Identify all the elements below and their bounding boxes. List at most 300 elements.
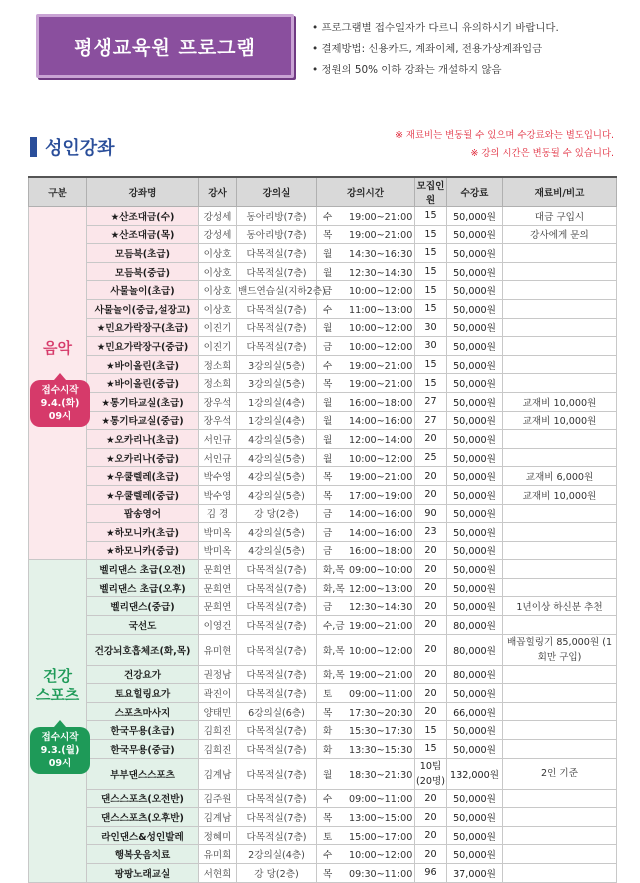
class-hours: 15:30~17:30 bbox=[349, 726, 413, 738]
capacity: 20 bbox=[415, 467, 447, 486]
instructor-name: 문희연 bbox=[199, 578, 237, 597]
instructor-name: 이상호 bbox=[199, 299, 237, 318]
instructor-name: 서현희 bbox=[199, 864, 237, 883]
class-day: 수 bbox=[323, 360, 333, 372]
course-name: ★하모니카(중급) bbox=[87, 541, 199, 560]
class-hours: 09:00~11:00 bbox=[349, 794, 413, 806]
class-time bbox=[317, 721, 415, 740]
tuition-fee: 50,000원 bbox=[447, 721, 503, 740]
class-hours: 19:00~21:00 bbox=[349, 360, 413, 372]
class-day: 금 bbox=[323, 341, 333, 353]
material-note: 교재비 6,000원 bbox=[503, 467, 617, 486]
tuition-fee: 50,000원 bbox=[447, 845, 503, 864]
banner-title: 평생교육원 프로그램 bbox=[74, 36, 256, 59]
class-hours: 12:00~13:00 bbox=[349, 583, 413, 595]
class-time bbox=[317, 740, 415, 759]
class-day: 수 bbox=[323, 304, 333, 316]
category-cell bbox=[29, 560, 87, 882]
class-time bbox=[317, 430, 415, 449]
instructor-name: 박수영 bbox=[199, 485, 237, 504]
capacity: 20 bbox=[415, 597, 447, 616]
room-name: 다목적실(7층) bbox=[237, 826, 317, 845]
class-hours: 10:00~12:00 bbox=[349, 850, 413, 862]
material-note bbox=[503, 789, 617, 808]
table-row bbox=[29, 411, 617, 430]
course-name: 벨리댄스 초급(오전) bbox=[87, 560, 199, 579]
class-time bbox=[317, 318, 415, 337]
instructor-name: 문희연 bbox=[199, 597, 237, 616]
room-name: 다목적실(7층) bbox=[237, 318, 317, 337]
badge-line: 09시 bbox=[48, 411, 72, 423]
class-hours: 14:00~16:00 bbox=[349, 527, 413, 539]
instructor-name: 양태민 bbox=[199, 702, 237, 721]
table-row bbox=[29, 485, 617, 504]
table-row bbox=[29, 541, 617, 560]
disclaimer-item: ※ 재료비는 변동될 수 있으며 수강료와는 별도입니다. bbox=[395, 130, 614, 141]
room-name: 다목적실(7층) bbox=[237, 789, 317, 808]
header-course: 강좌명 bbox=[87, 177, 199, 207]
course-name: ★산조대금(목) bbox=[87, 225, 199, 244]
material-note bbox=[503, 845, 617, 864]
room-name: 3강의실(5층) bbox=[237, 355, 317, 374]
class-day: 금 bbox=[323, 286, 333, 298]
class-time bbox=[317, 845, 415, 864]
class-day: 수,금 bbox=[323, 620, 345, 632]
room-name: 1강의실(4층) bbox=[237, 392, 317, 411]
class-day: 월 bbox=[323, 416, 333, 428]
tuition-fee: 50,000원 bbox=[447, 826, 503, 845]
capacity: 15 bbox=[415, 374, 447, 393]
class-hours: 10:00~12:00 bbox=[349, 645, 413, 657]
class-time bbox=[317, 411, 415, 430]
table-row bbox=[29, 374, 617, 393]
material-note: 배꼽힐링기 85,000원 (1회만 구입) bbox=[503, 634, 617, 665]
room-name: 6강의실(6층) bbox=[237, 702, 317, 721]
material-note: 교재비 10,000원 bbox=[503, 485, 617, 504]
class-time bbox=[317, 578, 415, 597]
tuition-fee: 50,000원 bbox=[447, 207, 503, 226]
course-name: ★바이올린(초급) bbox=[87, 355, 199, 374]
course-name: 모듬북(초급) bbox=[87, 244, 199, 263]
header-category: 구분 bbox=[29, 177, 87, 207]
room-name: 밴드연습실(지하2층) bbox=[237, 281, 317, 300]
instructor-name: 서인규 bbox=[199, 430, 237, 449]
class-time bbox=[317, 374, 415, 393]
tuition-fee: 50,000원 bbox=[447, 430, 503, 449]
disclaimer-list bbox=[395, 127, 614, 163]
class-hours: 10:00~12:00 bbox=[349, 453, 413, 465]
material-note bbox=[503, 262, 617, 281]
class-time bbox=[317, 355, 415, 374]
capacity: 15 bbox=[415, 281, 447, 300]
capacity: 20 bbox=[415, 808, 447, 827]
room-name: 다목적실(7층) bbox=[237, 597, 317, 616]
class-time bbox=[317, 207, 415, 226]
class-hours: 13:30~15:30 bbox=[349, 744, 413, 756]
table-header-row bbox=[29, 177, 617, 207]
tuition-fee: 50,000원 bbox=[447, 485, 503, 504]
category-label: 음악 bbox=[43, 339, 72, 358]
capacity: 15 bbox=[415, 244, 447, 263]
instructor-name: 곽진이 bbox=[199, 684, 237, 703]
class-day: 화,목 bbox=[323, 583, 345, 595]
capacity: 15 bbox=[415, 299, 447, 318]
tuition-fee: 50,000원 bbox=[447, 411, 503, 430]
material-note bbox=[503, 684, 617, 703]
course-name: ★민요가락장구(중급) bbox=[87, 337, 199, 356]
class-day: 화,목 bbox=[323, 670, 345, 682]
material-note: 교재비 10,000원 bbox=[503, 392, 617, 411]
class-day: 토 bbox=[323, 689, 333, 701]
class-day: 화 bbox=[323, 726, 333, 738]
class-day: 목 bbox=[323, 472, 333, 484]
class-time bbox=[317, 634, 415, 665]
tuition-fee: 50,000원 bbox=[447, 578, 503, 597]
section-heading bbox=[30, 134, 115, 160]
header-capacity: 모집인원 bbox=[415, 177, 447, 207]
badge-line: 접수시작 bbox=[41, 385, 79, 397]
capacity: 20 bbox=[415, 789, 447, 808]
class-day: 월 bbox=[323, 434, 333, 446]
course-name: 사물놀이(초급) bbox=[87, 281, 199, 300]
course-name: 부부댄스스포츠 bbox=[87, 758, 199, 789]
room-name: 4강의실(5층) bbox=[237, 523, 317, 542]
tuition-fee: 50,000원 bbox=[447, 374, 503, 393]
badge-line: 9.4.(화) bbox=[40, 398, 80, 410]
class-time bbox=[317, 541, 415, 560]
capacity: 20 bbox=[415, 541, 447, 560]
table-row bbox=[29, 467, 617, 486]
instructor-name: 권정남 bbox=[199, 665, 237, 684]
class-time bbox=[317, 467, 415, 486]
capacity: 15 bbox=[415, 355, 447, 374]
instructor-name: 장우석 bbox=[199, 411, 237, 430]
course-name: 모듬북(중급) bbox=[87, 262, 199, 281]
class-hours: 18:30~21:30 bbox=[349, 769, 413, 781]
class-day: 화,목 bbox=[323, 645, 345, 657]
material-note bbox=[503, 721, 617, 740]
instructor-name: 이상호 bbox=[199, 262, 237, 281]
class-hours: 17:00~19:00 bbox=[349, 490, 413, 502]
class-day: 화,목 bbox=[323, 565, 345, 577]
material-note bbox=[503, 808, 617, 827]
material-note bbox=[503, 337, 617, 356]
capacity: 20 bbox=[415, 485, 447, 504]
course-name: 건강요가 bbox=[87, 665, 199, 684]
capacity: 20 bbox=[415, 578, 447, 597]
class-time bbox=[317, 485, 415, 504]
capacity: 15 bbox=[415, 721, 447, 740]
course-name: ★오카리나(중급) bbox=[87, 448, 199, 467]
instructor-name: 김 경 bbox=[199, 504, 237, 523]
material-note: 강사에게 문의 bbox=[503, 225, 617, 244]
table-row bbox=[29, 702, 617, 721]
room-name: 4강의실(5층) bbox=[237, 541, 317, 560]
class-hours: 12:00~14:00 bbox=[349, 434, 413, 446]
material-note bbox=[503, 318, 617, 337]
class-time bbox=[317, 826, 415, 845]
material-note: 1년이상 하신분 추천 bbox=[503, 597, 617, 616]
registration-start-badge bbox=[30, 380, 90, 427]
course-name: 벨리댄스 초급(오후) bbox=[87, 578, 199, 597]
header-time: 강의시간 bbox=[317, 177, 415, 207]
capacity: 20 bbox=[415, 616, 447, 635]
instructor-name: 김주원 bbox=[199, 789, 237, 808]
class-hours: 10:00~12:00 bbox=[349, 341, 413, 353]
tuition-fee: 50,000원 bbox=[447, 808, 503, 827]
class-hours: 11:00~13:00 bbox=[349, 304, 413, 316]
instructor-name: 정소희 bbox=[199, 374, 237, 393]
class-hours: 19:00~21:00 bbox=[349, 379, 413, 391]
class-time bbox=[317, 684, 415, 703]
class-time bbox=[317, 392, 415, 411]
tuition-fee: 80,000원 bbox=[447, 634, 503, 665]
course-name: 댄스스포츠(오후반) bbox=[87, 808, 199, 827]
capacity: 10팀 (20명) bbox=[415, 758, 447, 789]
table-row bbox=[29, 634, 617, 665]
capacity: 20 bbox=[415, 634, 447, 665]
class-hours: 14:30~16:30 bbox=[349, 248, 413, 260]
material-note bbox=[503, 864, 617, 883]
capacity: 20 bbox=[415, 430, 447, 449]
section-bar-icon bbox=[30, 137, 37, 157]
instructor-name: 문희연 bbox=[199, 560, 237, 579]
room-name: 다목적실(7층) bbox=[237, 337, 317, 356]
table-row bbox=[29, 262, 617, 281]
room-name: 4강의실(5층) bbox=[237, 448, 317, 467]
course-name: 행복웃음치료 bbox=[87, 845, 199, 864]
badge-line: 접수시작 bbox=[41, 732, 79, 744]
tuition-fee: 50,000원 bbox=[447, 448, 503, 467]
class-time bbox=[317, 523, 415, 542]
course-name: 사물놀이(중급,설장고) bbox=[87, 299, 199, 318]
room-name: 강 당(2층) bbox=[237, 504, 317, 523]
capacity: 23 bbox=[415, 523, 447, 542]
instructor-name: 김계남 bbox=[199, 808, 237, 827]
table-row bbox=[29, 578, 617, 597]
course-name: ★우쿨렐레(초급) bbox=[87, 467, 199, 486]
tuition-fee: 50,000원 bbox=[447, 740, 503, 759]
capacity: 30 bbox=[415, 318, 447, 337]
material-note bbox=[503, 578, 617, 597]
class-time bbox=[317, 789, 415, 808]
room-name: 3강의실(5층) bbox=[237, 374, 317, 393]
table-row bbox=[29, 845, 617, 864]
material-note bbox=[503, 244, 617, 263]
table-row bbox=[29, 560, 617, 579]
tuition-fee: 50,000원 bbox=[447, 684, 503, 703]
instructor-name: 이상호 bbox=[199, 281, 237, 300]
room-name: 2강의실(4층) bbox=[237, 845, 317, 864]
capacity: 30 bbox=[415, 337, 447, 356]
header-room: 강의실 bbox=[237, 177, 317, 207]
instructor-name: 유미현 bbox=[199, 634, 237, 665]
room-name: 4강의실(5층) bbox=[237, 467, 317, 486]
tuition-fee: 50,000원 bbox=[447, 467, 503, 486]
class-time bbox=[317, 560, 415, 579]
tuition-fee: 50,000원 bbox=[447, 299, 503, 318]
capacity: 25 bbox=[415, 448, 447, 467]
class-hours: 19:00~21:00 bbox=[349, 620, 413, 632]
notice-list bbox=[312, 18, 632, 81]
header-instructor: 강사 bbox=[199, 177, 237, 207]
course-name: 토요힐링요가 bbox=[87, 684, 199, 703]
class-hours: 09:00~11:00 bbox=[349, 689, 413, 701]
class-hours: 14:00~16:00 bbox=[349, 509, 413, 521]
capacity: 27 bbox=[415, 392, 447, 411]
tuition-fee: 50,000원 bbox=[447, 262, 503, 281]
class-day: 금 bbox=[323, 602, 333, 614]
material-note bbox=[503, 430, 617, 449]
class-hours: 09:30~11:00 bbox=[349, 868, 413, 880]
class-hours: 12:30~14:30 bbox=[349, 267, 413, 279]
notice-item: • 프로그램별 접수일자가 다르니 유의하시기 바랍니다. bbox=[312, 18, 632, 39]
class-time bbox=[317, 225, 415, 244]
capacity: 15 bbox=[415, 225, 447, 244]
class-time bbox=[317, 616, 415, 635]
class-hours: 17:30~20:30 bbox=[349, 707, 413, 719]
class-time bbox=[317, 337, 415, 356]
tuition-fee: 50,000원 bbox=[447, 523, 503, 542]
instructor-name: 장우석 bbox=[199, 392, 237, 411]
class-time bbox=[317, 702, 415, 721]
class-day: 화 bbox=[323, 744, 333, 756]
table-row bbox=[29, 864, 617, 883]
course-name: ★통기타교실(중급) bbox=[87, 411, 199, 430]
class-time bbox=[317, 299, 415, 318]
class-time bbox=[317, 758, 415, 789]
class-day: 월 bbox=[323, 267, 333, 279]
class-day: 금 bbox=[323, 546, 333, 558]
table-row bbox=[29, 318, 617, 337]
table-row bbox=[29, 523, 617, 542]
room-name: 다목적실(7층) bbox=[237, 578, 317, 597]
class-day: 목 bbox=[323, 707, 333, 719]
category-cell bbox=[29, 207, 87, 560]
capacity: 15 bbox=[415, 740, 447, 759]
table-row bbox=[29, 684, 617, 703]
tuition-fee: 80,000원 bbox=[447, 616, 503, 635]
table-row bbox=[29, 808, 617, 827]
instructor-name: 박수영 bbox=[199, 467, 237, 486]
class-hours: 13:00~15:00 bbox=[349, 813, 413, 825]
course-name: 팡팡노래교실 bbox=[87, 864, 199, 883]
class-day: 수 bbox=[323, 211, 333, 223]
course-name: ★오카리나(초급) bbox=[87, 430, 199, 449]
tuition-fee: 50,000원 bbox=[447, 504, 503, 523]
category-label-line: 건강 bbox=[43, 667, 72, 686]
table-row bbox=[29, 430, 617, 449]
class-hours: 19:00~21:00 bbox=[349, 211, 413, 223]
header-note: 재료비/비고 bbox=[503, 177, 617, 207]
table-row bbox=[29, 448, 617, 467]
class-day: 목 bbox=[323, 813, 333, 825]
class-time bbox=[317, 281, 415, 300]
course-name: ★바이올린(중급) bbox=[87, 374, 199, 393]
material-note bbox=[503, 702, 617, 721]
tuition-fee: 50,000원 bbox=[447, 355, 503, 374]
class-day: 목 bbox=[323, 490, 333, 502]
table-row bbox=[29, 740, 617, 759]
class-time bbox=[317, 244, 415, 263]
tuition-fee: 50,000원 bbox=[447, 392, 503, 411]
instructor-name: 김희진 bbox=[199, 740, 237, 759]
material-note: 교재비 10,000원 bbox=[503, 411, 617, 430]
course-name: 국선도 bbox=[87, 616, 199, 635]
class-time bbox=[317, 504, 415, 523]
course-name: 한국무용(중급) bbox=[87, 740, 199, 759]
material-note bbox=[503, 560, 617, 579]
class-hours: 09:00~10:00 bbox=[349, 565, 413, 577]
class-time bbox=[317, 597, 415, 616]
course-name: ★산조대금(수) bbox=[87, 207, 199, 226]
material-note bbox=[503, 281, 617, 300]
class-hours: 19:00~21:00 bbox=[349, 230, 413, 242]
room-name: 다목적실(7층) bbox=[237, 244, 317, 263]
room-name: 다목적실(7층) bbox=[237, 758, 317, 789]
instructor-name: 서인규 bbox=[199, 448, 237, 467]
tuition-fee: 50,000원 bbox=[447, 318, 503, 337]
instructor-name: 이진기 bbox=[199, 318, 237, 337]
instructor-name: 김계남 bbox=[199, 758, 237, 789]
table-row bbox=[29, 789, 617, 808]
tuition-fee: 50,000원 bbox=[447, 789, 503, 808]
room-name: 다목적실(7층) bbox=[237, 808, 317, 827]
material-note: 대금 구입시 bbox=[503, 207, 617, 226]
category-label bbox=[30, 667, 85, 705]
course-name: ★우쿨렐레(중급) bbox=[87, 485, 199, 504]
class-day: 목 bbox=[323, 868, 333, 880]
material-note bbox=[503, 299, 617, 318]
course-table bbox=[28, 176, 617, 883]
table-row bbox=[29, 244, 617, 263]
table-row bbox=[29, 597, 617, 616]
table-row bbox=[29, 281, 617, 300]
class-hours: 15:00~17:00 bbox=[349, 831, 413, 843]
material-note bbox=[503, 355, 617, 374]
class-day: 월 bbox=[323, 769, 333, 781]
class-time bbox=[317, 808, 415, 827]
material-note bbox=[503, 616, 617, 635]
room-name: 4강의실(5층) bbox=[237, 485, 317, 504]
room-name: 다목적실(7층) bbox=[237, 721, 317, 740]
course-name: 스포츠마사지 bbox=[87, 702, 199, 721]
class-time bbox=[317, 262, 415, 281]
notice-item: • 정원의 50% 이하 강좌는 개설하지 않음 bbox=[312, 60, 632, 81]
class-day: 수 bbox=[323, 850, 333, 862]
table-row bbox=[29, 758, 617, 789]
instructor-name: 박미옥 bbox=[199, 541, 237, 560]
course-name: 벨리댄스(중급) bbox=[87, 597, 199, 616]
class-hours: 19:00~21:00 bbox=[349, 472, 413, 484]
table-row bbox=[29, 337, 617, 356]
class-day: 월 bbox=[323, 453, 333, 465]
material-note bbox=[503, 374, 617, 393]
program-banner bbox=[36, 14, 294, 78]
header-fee: 수강료 bbox=[447, 177, 503, 207]
course-name: 건강뇌호흡체조(화,목) bbox=[87, 634, 199, 665]
room-name: 강 당(2층) bbox=[237, 864, 317, 883]
tuition-fee: 66,000원 bbox=[447, 702, 503, 721]
instructor-name: 이상호 bbox=[199, 244, 237, 263]
table-row bbox=[29, 299, 617, 318]
instructor-name: 강성세 bbox=[199, 225, 237, 244]
course-name: 라인댄스&성인발레 bbox=[87, 826, 199, 845]
class-time bbox=[317, 448, 415, 467]
instructor-name: 김희진 bbox=[199, 721, 237, 740]
class-hours: 12:30~14:30 bbox=[349, 602, 413, 614]
course-name: 한국무용(초급) bbox=[87, 721, 199, 740]
